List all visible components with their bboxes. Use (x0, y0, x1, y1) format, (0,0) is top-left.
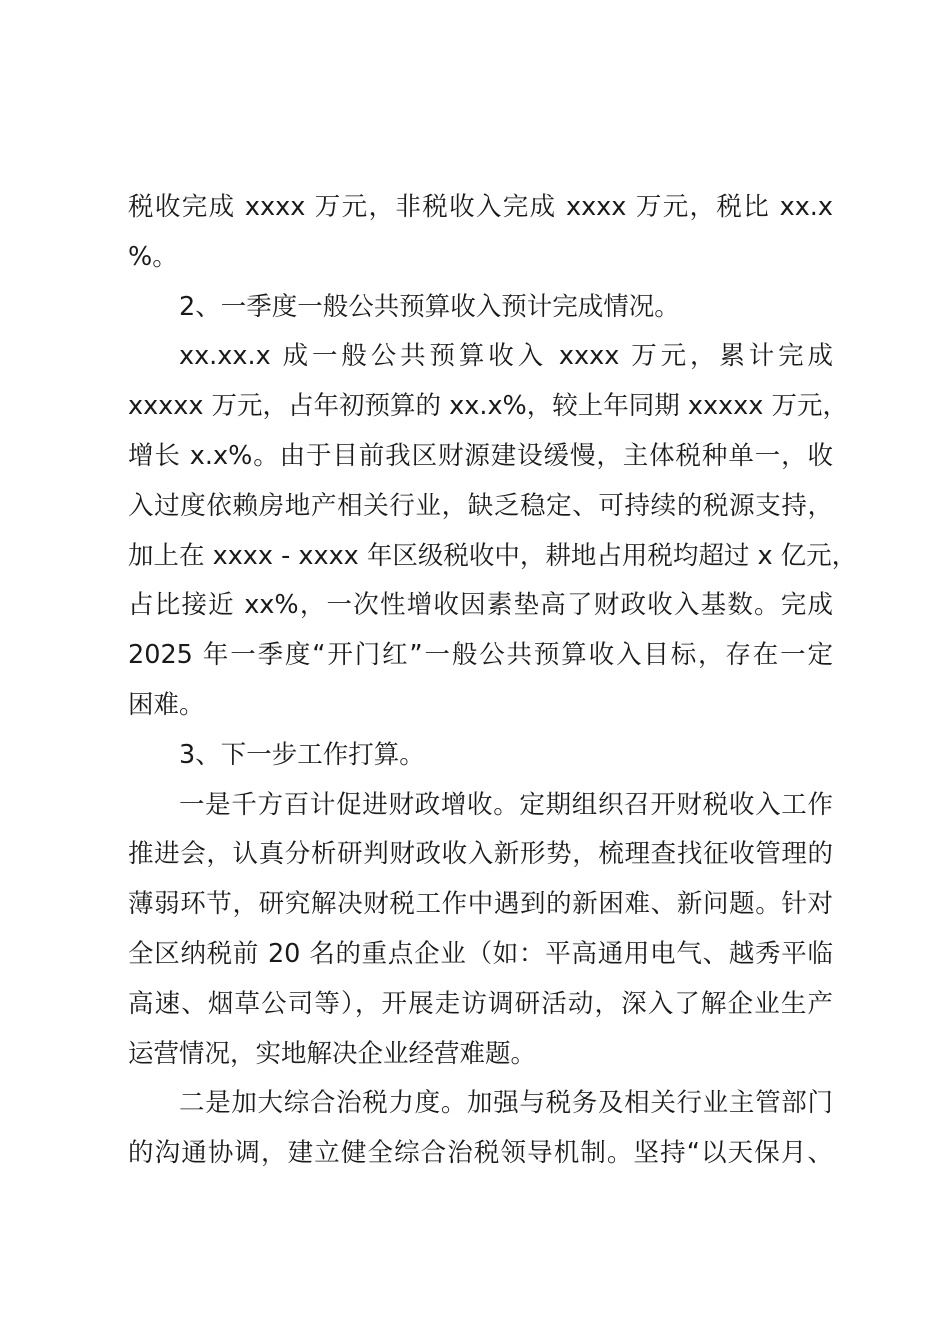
text-line: 的沟通协调，建立健全综合治税领导机制。坚持“以天保月、 (128, 1138, 833, 1169)
text-line: 全区纳税前 20 名的重点企业（如：平高通用电气、越秀平临 (128, 938, 833, 969)
text-line: 2025 年一季度“开门红”一般公共预算收入目标，存在一定 (128, 640, 833, 671)
text-line: 占比接近 xx%，一次性增收因素垫高了财政收入基数。完成 (128, 590, 833, 621)
text-line: 加上在 xxxx - xxxx 年区级税收中，耕地占用税均超过 x 亿元， (128, 540, 858, 571)
text-line: %。 (128, 241, 178, 272)
text-line: 困难。 (128, 689, 205, 720)
text-line: 薄弱环节，研究解决财税工作中遇到的新困难、新问题。针对 (128, 889, 833, 920)
text-line: 2、一季度一般公共预算收入预计完成情况。 (179, 291, 680, 322)
text-line: 入过度依赖房地产相关行业，缺乏稳定、可持续的税源支持， (128, 490, 833, 521)
text-line: 增长 x.x%。由于目前我区财源建设缓慢，主体税种单一，收 (128, 440, 833, 471)
text-line: xxxxx 万元，占年初预算的 xx.x%，较上年同期 xxxxx 万元， (128, 391, 848, 422)
document-body (128, 183, 858, 1179)
text-line: xx.xx.x 成一般公共预算收入 xxxx 万元，累计完成 (179, 341, 833, 372)
text-line: 一是千方百计促进财政增收。定期组织召开财税收入工作 (179, 789, 833, 820)
text-line: 税收完成 xxxx 万元，非税收入完成 xxxx 万元，税比 xx.x (128, 192, 833, 222)
text-line: 运营情况，实地解决企业经营难题。 (128, 1038, 537, 1069)
text-line: 推进会，认真分析研判财政收入新形势，梳理查找征收管理的 (128, 839, 833, 870)
text-line: 3、下一步工作打算。 (179, 739, 425, 770)
text-line: 高速、烟草公司等），开展走访调研活动，深入了解企业生产 (128, 988, 833, 1019)
text-line: 二是加大综合治税力度。加强与税务及相关行业主管部门 (179, 1088, 833, 1119)
